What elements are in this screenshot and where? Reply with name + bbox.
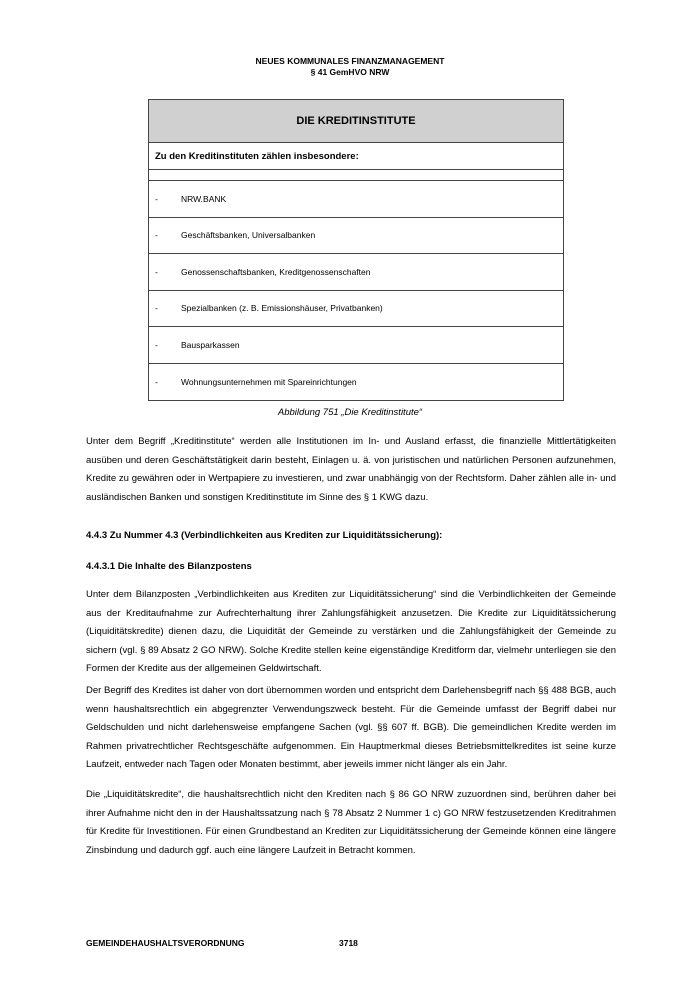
box-row: [149, 364, 563, 401]
bullet-dash: -: [155, 339, 158, 350]
box-row: [149, 291, 563, 328]
bullet-dash: -: [155, 303, 158, 314]
box-row: [149, 327, 563, 364]
box-row-text: Geschäftsbanken, Universalbanken: [181, 230, 316, 241]
box-subtitle: Zu den Kreditinstituten zählen insbesondere:: [149, 143, 563, 170]
paragraph-liquiditaetskredite: Die „Liquiditätskredite“, die haushaltsrechtlich nicht den Krediten nach § 86 GO NRW zuzuordnen sind, berühren daher bei ihrer Aufnahme nicht den in der Haushaltssatzung nach § 78 Absatz 2 Nummer 1 c) GO NRW festzusetzenden Kreditrahmen für Kredite für Investitionen. Für einen Grundbestand an Krediten zur Liquiditätssicherung der Gemeinde können eine längere Zinsbindung und dadurch ggf. auch eine längere Laufzeit in Betracht kommen.: [86, 789, 616, 856]
paragraph-kreditbegriff: Der Begriff des Kredites ist daher von dort übernommen worden und entspricht dem Darlehensbegriff nach §§ 488 BGB, auch wenn haushaltsrechtlich ein abgegrenzter Verwendungszweck besteht. Für die Gemeinde umfasst der Begriff dabei nur Geldschulden und nicht darlehensweise empfangene Sachen (vgl. §§ 607 ff. BGB). Die gemeindlichen Kredite werden im Rahmen privatrechtlicher Rechtsgeschäfte aufgenommen. Ein Hauptmerkmal dieses Betriebsmittelkredites ist seine kurze Laufzeit, entweder nach Tagen oder Monaten bestimmt, aber jeweils immer nicht länger als ein Jahr.: [86, 685, 616, 770]
box-title: DIE KREDITINSTITUTE: [149, 100, 563, 143]
footer-title: GEMEINDEHAUSHALTSVERORDNUNG: [86, 938, 245, 948]
paragraph-bilanzposten: Unter dem Bilanzposten „Verbindlichkeiten aus Krediten zur Liquiditätssicherung“ sind die Verbindlichkeiten der Gemeinde aus der Kreditaufnahme zur Aufrechterhaltung ihrer Zahlungsfähigkeit anzusetzen. Die Kredite zur Liquiditätssicherung (Liquiditätskredite) dienen dazu, die Liquidität der Gemeinde zu verstärken und die Zahlungsfähigkeit der Gemeinde zu sichern (vgl. § 89 Absatz 2 GO NRW). Solche Kredite stellen keine eigenständige Kreditform dar, vielmehr unterliegen sie den Formen der Kredite aus der allgemeinen Geldwirtschaft.: [86, 589, 616, 674]
paragraph-kreditinstitute: Unter dem Begriff „Kreditinstitute“ werden alle Institutionen im In- und Ausland erfasst, die finanzielle Mittlertätigkeiten ausüben und deren Geschäftstätigkeit darin besteht, Einlagen u. ä. von juristischen und natürlichen Personen aufzunehmen, Kredite zu gewähren oder in Wertpapiere zu investieren, und zwar unabhängig von der Rechtsform. Daher zählen alle in- und ausländischen Banken und sonstigen Kreditinstitute im Sinne des § 1 KWG dazu.: [86, 436, 616, 503]
bullet-dash: -: [155, 193, 158, 204]
subsection-heading: 4.4.3.1 Die Inhalte des Bilanzpostens: [86, 561, 252, 572]
header-title: NEUES KOMMUNALES FINANZMANAGEMENT: [255, 56, 445, 66]
page-number: 3718: [339, 938, 358, 948]
box-spacer: [149, 170, 563, 181]
box-row-text: Wohnungsunternehmen mit Spareinrichtungen: [181, 376, 357, 387]
box-row-text: Bausparkassen: [181, 339, 240, 350]
box-row-text: Genossenschaftsbanken, Kreditgenossenschaften: [181, 266, 371, 277]
section-heading: 4.4.3 Zu Nummer 4.3 (Verbindlichkeiten aus Krediten zur Liquiditätssicherung):: [86, 530, 443, 541]
box-row-text: Spezialbanken (z. B. Emissionshäuser, Privatbanken): [181, 303, 383, 314]
bullet-dash: -: [155, 230, 158, 241]
box-row: [149, 254, 563, 291]
box-row: [149, 181, 563, 218]
header-section: § 41 GemHVO NRW: [310, 67, 390, 77]
box-row: [149, 218, 563, 255]
bullet-dash: -: [155, 266, 158, 277]
bullet-dash: -: [155, 376, 158, 387]
page-header: [0, 56, 700, 78]
box-row-text: NRW.BANK: [181, 193, 227, 204]
kreditinstitute-box: [148, 99, 564, 401]
figure-caption: Abbildung 751 „Die Kreditinstitute“: [277, 407, 423, 418]
